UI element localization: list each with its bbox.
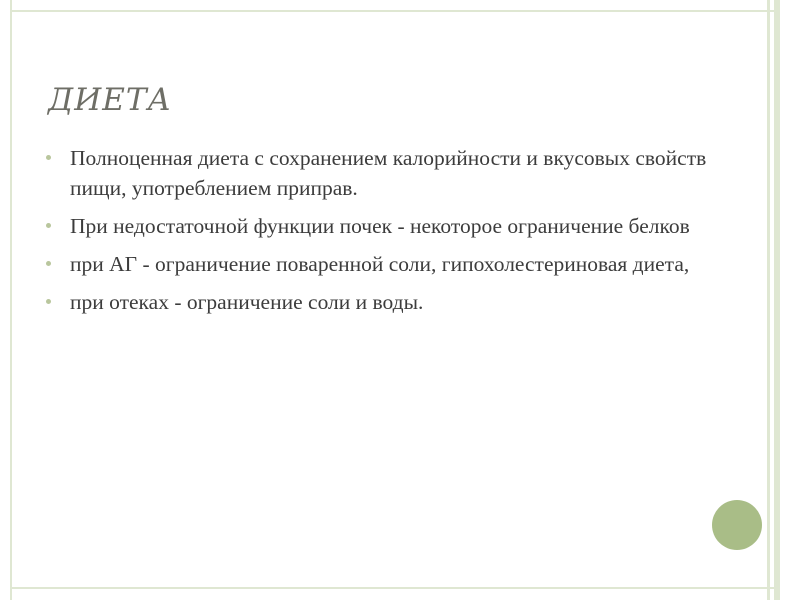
- frame-left-line: [10, 0, 12, 600]
- list-item: [46, 287, 736, 317]
- list-item: [46, 143, 736, 203]
- frame-right-line-inner: [767, 0, 770, 600]
- list-item: [46, 249, 736, 279]
- slide-title: ДИЕТА: [48, 82, 173, 118]
- list-item-text: При недостаточной функции почек - некоторое ограничение белков: [70, 214, 690, 238]
- bullet-dot-icon: [46, 155, 51, 160]
- list-item-text: Полноценная диета с сохранением калорийности и вкусовых свойств пищи, употреблением приправ.: [70, 146, 707, 200]
- frame-top-line: [10, 10, 780, 12]
- decorative-circle-icon: [712, 500, 762, 550]
- list-item-text: при АГ - ограничение поваренной соли, гипохолестериновая диета,: [70, 252, 690, 276]
- bullet-dot-icon: [46, 223, 51, 228]
- frame-bottom-line: [10, 587, 780, 589]
- list-item-text: при отеках - ограничение соли и воды.: [70, 290, 424, 314]
- bullet-list: [46, 143, 736, 325]
- bullet-dot-icon: [46, 299, 51, 304]
- list-item: [46, 211, 736, 241]
- frame-right-line-outer: [774, 0, 780, 600]
- bullet-dot-icon: [46, 261, 51, 266]
